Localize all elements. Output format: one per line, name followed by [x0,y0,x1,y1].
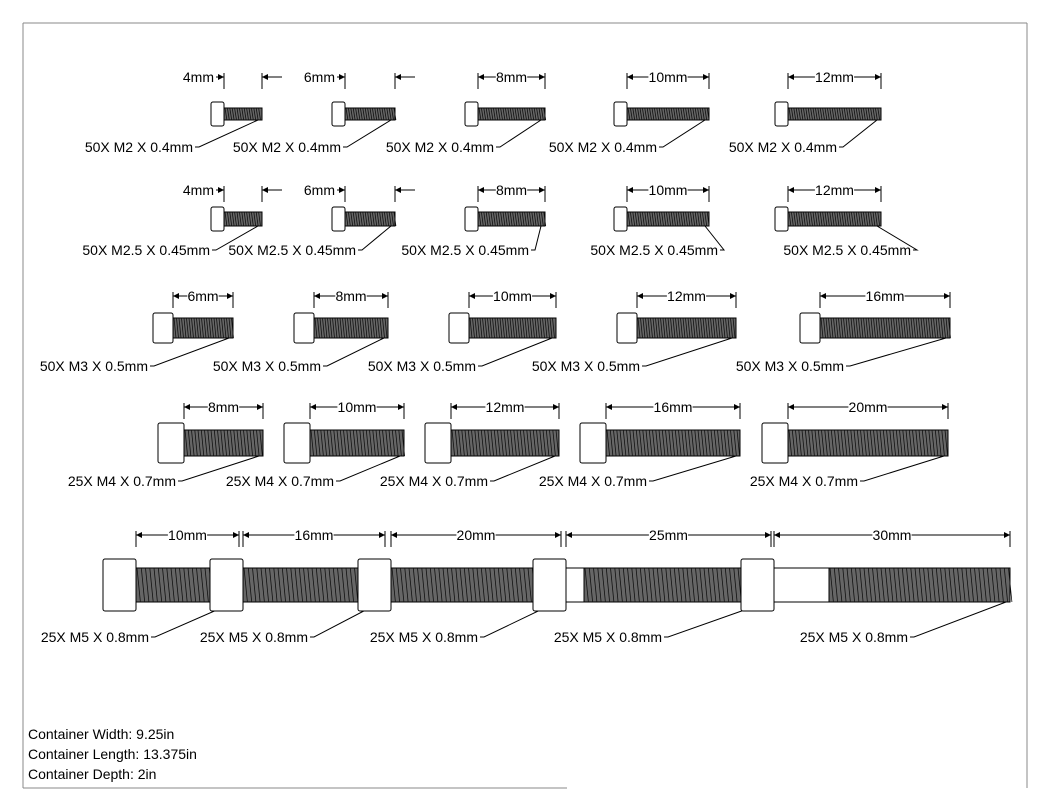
dimension-label: 8mm [335,288,367,304]
dimension-arrow [451,404,457,410]
screw-4-5 [750,399,948,489]
screw-head [103,559,136,611]
dimension-arrow [788,187,794,193]
screw-head [211,102,224,126]
callout-label: 25X M4 X 0.7mm [225,473,334,489]
dimension-arrow [875,187,881,193]
dimension-label: 20mm [456,527,496,543]
screw-head [741,559,774,611]
screw-layer [40,69,1012,645]
callout-leader [531,226,541,250]
dimension-arrow [765,532,771,538]
dimension-arrow [539,187,545,193]
screw-3-5 [736,288,951,374]
callout-leader [358,226,391,250]
screw-head [580,423,606,463]
screw-head [332,207,345,231]
dimension-arrow [478,74,484,80]
dimension-label: 8mm [495,182,528,198]
screw-2-5 [775,182,917,258]
dimension-arrow [339,187,345,193]
screw-head [614,102,627,126]
screw-shank [774,568,829,602]
dimension-label: 10mm [648,69,688,85]
callout-label: 25X M5 X 0.8mm [199,629,308,645]
dimension-label: 10mm [337,399,377,415]
screw-5-5 [741,527,1012,645]
dimension-arrow [262,74,268,80]
callout-label: 25X M4 X 0.7mm [379,473,488,489]
dimension-label: 10mm [648,182,688,198]
dimension-arrow [788,74,794,80]
screw-3-3 [368,288,556,374]
container-depth: Container Depth: 2in [28,766,157,782]
dimension-label: 12mm [485,399,525,415]
callout-label: 50X M3 X 0.5mm [367,358,476,374]
callout-leader [659,120,705,147]
callout-leader [343,120,391,147]
dimension-arrow [875,74,881,80]
screw-head [465,207,478,231]
dimension-arrow [478,187,484,193]
dimension-arrow [820,293,826,299]
screw-head [775,207,788,231]
dimension-arrow [173,293,179,299]
callout-label: 50X M2.5 X 0.45mm [783,242,911,258]
callout-label: 50X M2.5 X 0.45mm [590,242,718,258]
dimension-arrow [942,404,948,410]
dimension-label: 12mm [815,69,854,85]
dimension-arrow [553,404,559,410]
callout-leader [860,456,944,481]
screw-1-4 [549,69,709,155]
callout-label: 25X M4 X 0.7mm [538,473,647,489]
dimension-arrow [734,404,740,410]
screw-head [284,423,310,463]
screw-4-3 [380,399,559,489]
screw-3-4 [532,288,736,374]
screw-head [158,423,184,463]
dimension-arrow [944,293,950,299]
dimension-label: 25mm [649,527,688,543]
dimension-arrow [703,74,709,80]
screw-head [153,313,173,343]
dimension-arrow [218,74,224,80]
screw-head [800,313,820,343]
screw-head [332,102,345,126]
dimension-arrow [1004,532,1010,538]
screw-row-4 [68,399,948,489]
screw-head [614,207,627,231]
callout-label: 25X M5 X 0.8mm [40,629,149,645]
dimension-arrow [637,293,643,299]
screw-head [533,559,566,611]
screw-head [449,313,469,343]
dimension-arrow [774,532,780,538]
dimension-arrow [550,293,556,299]
dimension-arrow [395,187,401,193]
dimension-label: 6mm [303,69,335,85]
screw-5-4 [533,527,771,645]
dimension-arrow [627,187,633,193]
callout-label: 50X M2.5 X 0.45mm [82,242,210,258]
dimension-label: 8mm [495,69,528,85]
dimension-arrow [703,187,709,193]
screw-1-3 [386,69,546,155]
dimension-arrow [391,532,397,538]
dimension-arrow [539,74,545,80]
dimension-arrow [257,404,263,410]
screw-row-1 [85,69,881,155]
screw-3-1 [40,288,234,374]
dimension-label: 10mm [168,527,207,543]
dimension-label: 10mm [493,288,532,304]
callout-leader [642,338,732,366]
screw-row-5 [41,527,1012,645]
callout-label: 50X M2.5 X 0.45mm [228,242,356,258]
screw-head [294,313,314,343]
callout-label: 50X M2 X 0.4mm [548,139,657,155]
callout-leader [649,456,736,481]
callout-label: 25X M4 X 0.7mm [67,473,176,489]
dimension-arrow [136,532,142,538]
dimension-label: 4mm [182,182,214,198]
dimension-arrow [218,187,224,193]
screw-head [425,423,451,463]
dimension-arrow [606,404,612,410]
dimension-label: 16mm [653,399,693,415]
dimension-arrow [382,293,388,299]
callout-label: 50X M3 X 0.5mm [39,358,148,374]
screw-5-2 [200,527,385,645]
callout-label: 50X M2.5 X 0.45mm [401,242,529,258]
callout-label: 50X M2 X 0.4mm [385,139,494,155]
callout-leader [496,120,541,147]
dimension-arrow [398,404,404,410]
callout-label: 25X M5 X 0.8mm [369,629,478,645]
screw-2-4 [590,182,724,258]
dimension-label: 12mm [815,182,854,198]
screw-head [617,313,637,343]
dimension-label: 12mm [667,288,706,304]
dimension-arrow [233,532,239,538]
dimension-label: 8mm [207,399,240,415]
screw-head [465,102,478,126]
screw-row-2 [82,182,917,258]
dimension-arrow [469,293,475,299]
screw-head [211,207,224,231]
screw-3-2 [213,288,388,374]
screw-head [358,559,391,611]
screw-4-4 [539,399,740,489]
callout-label: 25X M5 X 0.8mm [799,629,908,645]
dimension-label: 6mm [187,288,219,304]
callout-leader [839,120,877,147]
dimension-arrow [788,404,794,410]
callout-label: 50X M2 X 0.4mm [232,139,341,155]
screw-5-1 [41,527,239,645]
dimension-arrow [339,74,345,80]
dimension-arrow [184,404,190,410]
dimension-label: 30mm [872,527,912,543]
dimension-label: 16mm [865,288,905,304]
dimension-arrow [310,404,316,410]
dimension-arrow [227,293,233,299]
screw-2-3 [401,182,545,258]
container-width: Container Width: 9.25in [28,726,175,742]
screw-1-5 [729,69,881,155]
callout-leader [846,338,946,366]
callout-label: 50X M3 X 0.5mm [212,358,321,374]
screw-head [775,102,788,126]
screw-head [762,423,788,463]
dimension-arrow [627,74,633,80]
callout-label: 25X M4 X 0.7mm [749,473,858,489]
dimension-arrow [566,532,572,538]
container-length: Container Length: 13.375in [28,746,197,762]
screw-shank [566,568,584,602]
dimension-label: 4mm [182,69,214,85]
dimension-arrow [243,532,249,538]
callout-label: 25X M5 X 0.8mm [553,629,662,645]
dimension-arrow [555,532,561,538]
screw-5-3 [358,527,561,645]
callout-leader [910,602,1006,637]
dimension-label: 16mm [294,527,334,543]
callout-label: 50X M3 X 0.5mm [531,358,640,374]
callout-label: 50X M3 X 0.5mm [735,358,844,374]
dimension-arrow [314,293,320,299]
callout-label: 50X M2 X 0.4mm [84,139,193,155]
screw-head [210,559,243,611]
dimension-label: 20mm [848,399,888,415]
dimension-arrow [395,74,401,80]
callout-label: 50X M2 X 0.4mm [728,139,837,155]
screw-row-3 [40,288,951,374]
dimension-arrow [730,293,736,299]
dimension-label: 6mm [303,182,335,198]
dimension-arrow [379,532,385,538]
dimension-arrow [262,187,268,193]
